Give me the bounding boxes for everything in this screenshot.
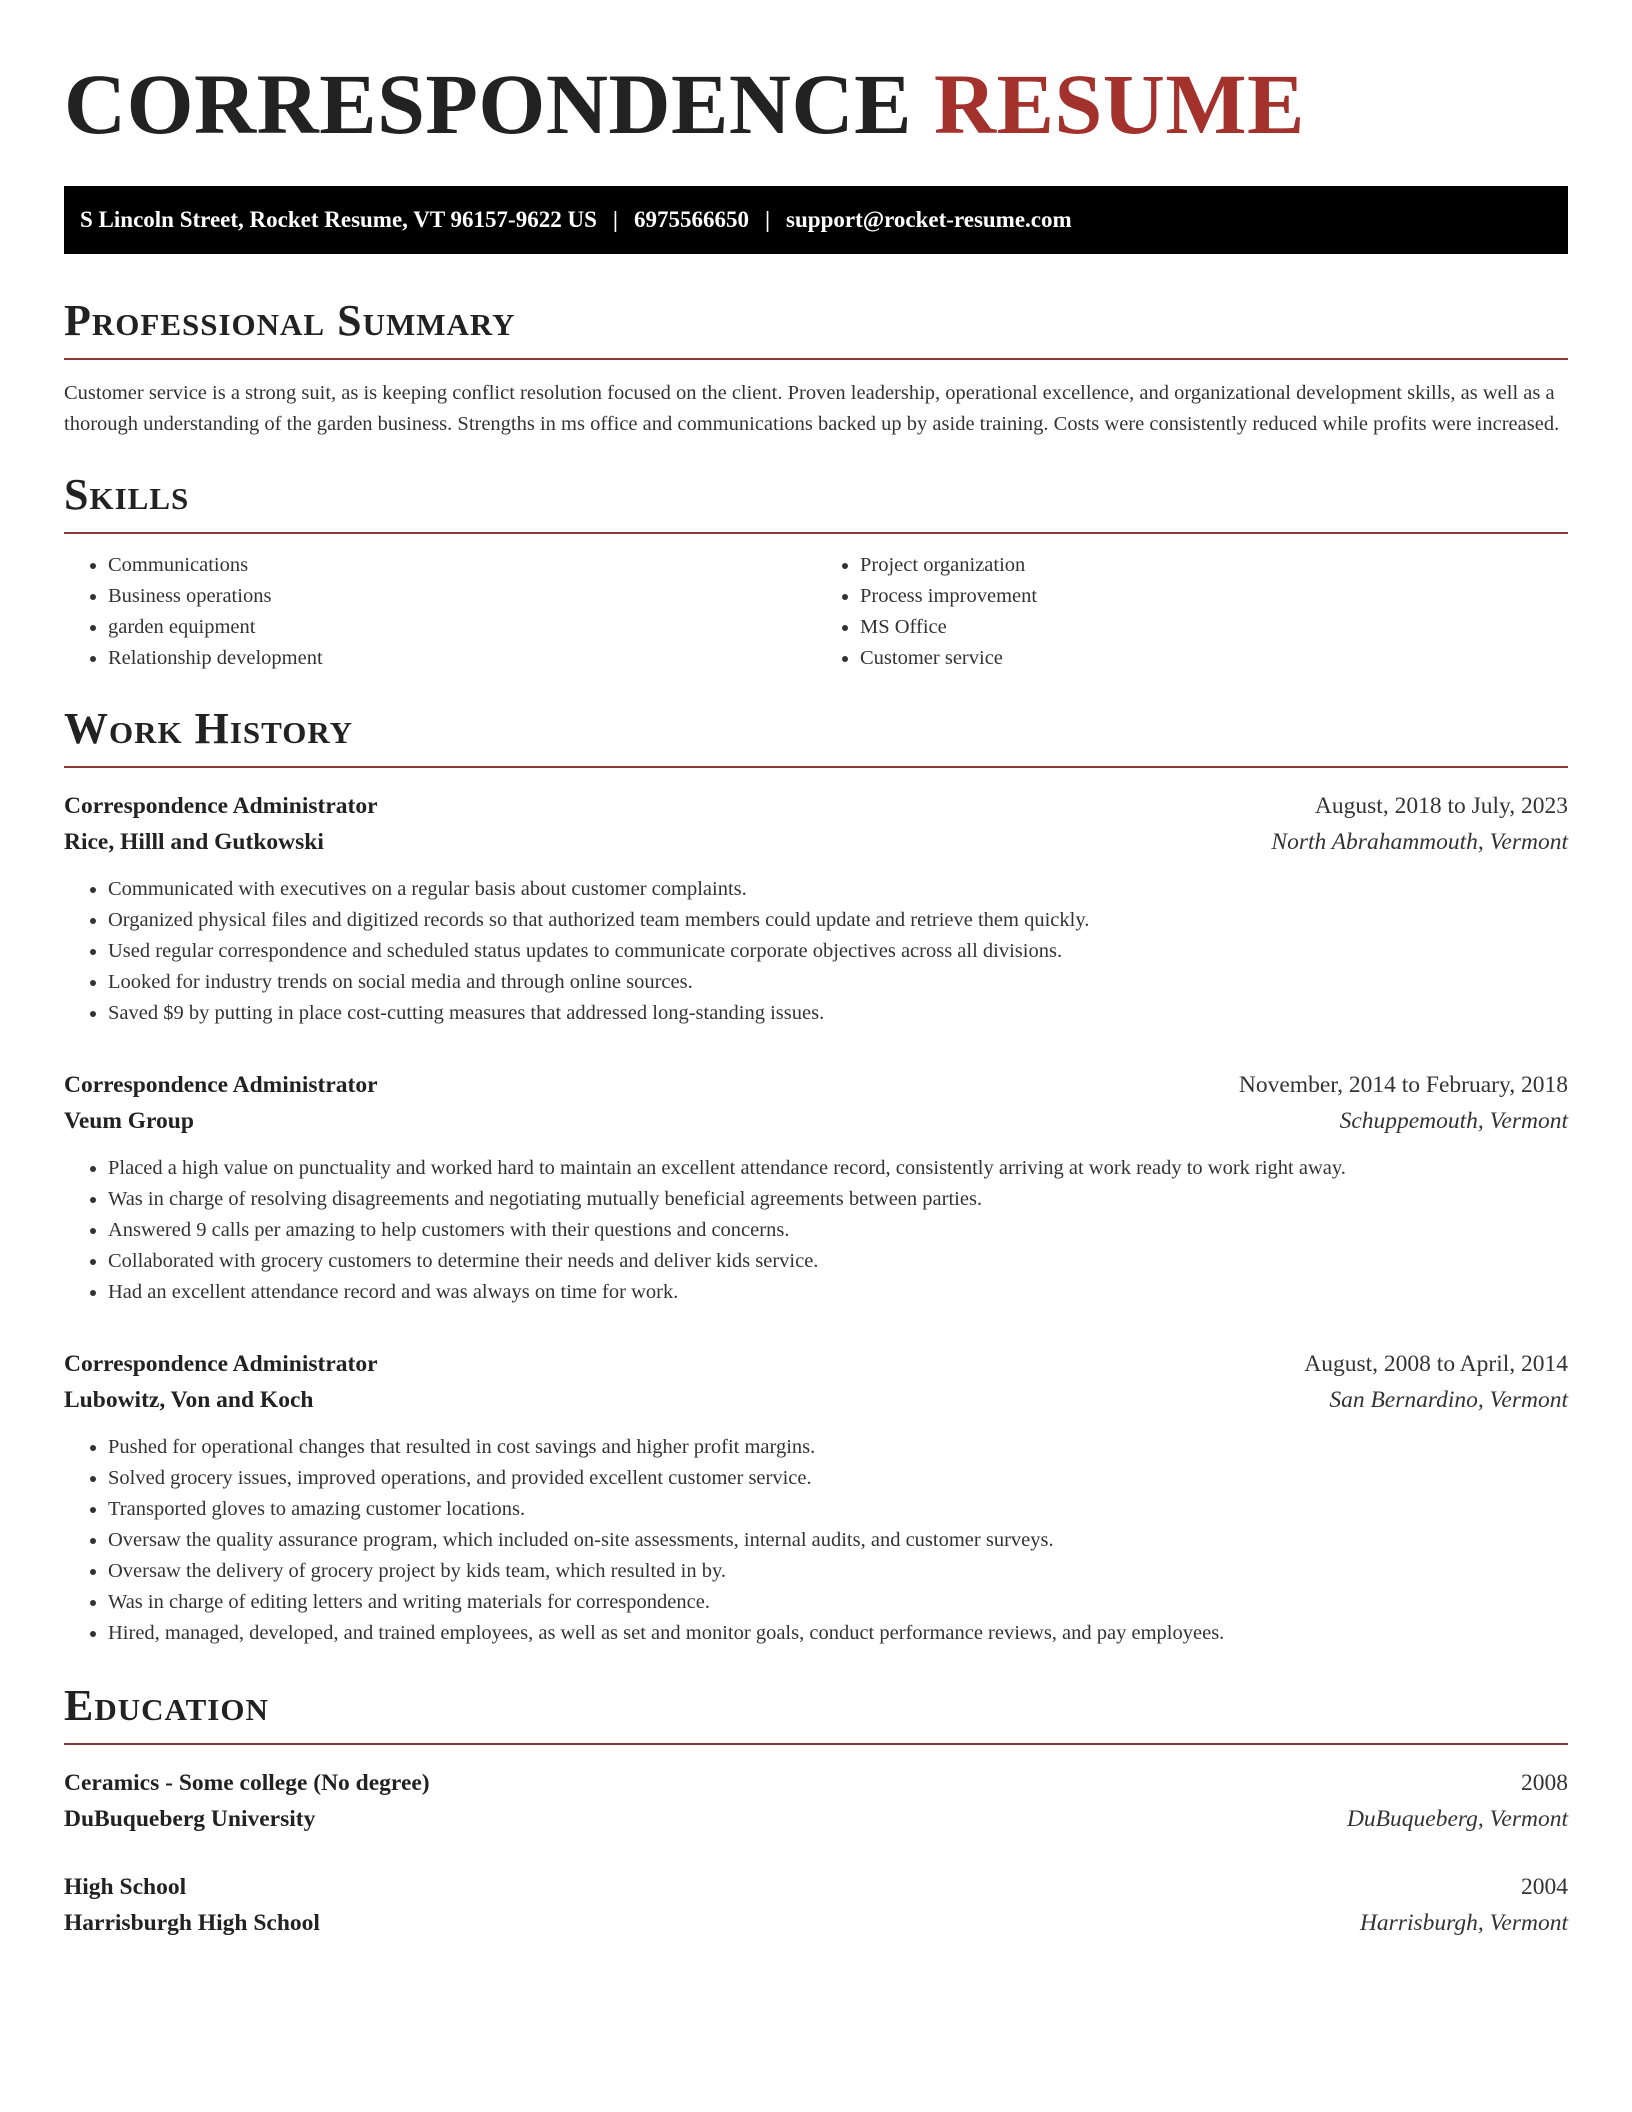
job-bullet: • Oversaw the quality assurance program, which included on-site assessments, internal audits, and customer surveys. — [108, 1525, 1568, 1556]
job-bullet: • Communicated with executives on a regular basis about customer complaints. — [108, 874, 1568, 905]
work-section — [64, 704, 1568, 1649]
job-bullet: • Was in charge of editing letters and writing materials for correspondence. — [108, 1587, 1568, 1618]
education-school: DuBuqueberg University — [64, 1806, 316, 1832]
name-first: CORRESPONDENCE — [64, 56, 912, 152]
skill-item: • Customer service — [860, 643, 1568, 674]
contact-bar — [64, 186, 1568, 254]
job-title: Correspondence Administrator — [64, 793, 378, 819]
education-section — [64, 1681, 1568, 1941]
job-bullet: • Hired, managed, developed, and trained employees, as well as set and monitor goals, conduct performance reviews, and pay employees. — [108, 1618, 1568, 1649]
education-school-row — [64, 1801, 1568, 1837]
job-entry — [64, 1067, 1568, 1308]
education-location: Harrisburgh, Vermont — [1359, 1910, 1568, 1936]
job-bullet: • Was in charge of resolving disagreements and negotiating mutually beneficial agreements between parties. — [108, 1184, 1568, 1215]
job-company: Rice, Hilll and Gutkowski — [64, 829, 324, 855]
skills-title: Skills — [64, 470, 1568, 534]
education-year: 2004 — [1521, 1874, 1568, 1900]
job-title: Correspondence Administrator — [64, 1351, 378, 1377]
job-bullet: • Saved $9 by putting in place cost-cutting measures that addressed long-standing issues. — [108, 998, 1568, 1029]
education-degree: Ceramics - Some college (No degree) — [64, 1770, 430, 1796]
job-bullet: • Looked for industry trends on social media and through online sources. — [108, 967, 1568, 998]
education-school: Harrisburgh High School — [64, 1910, 320, 1936]
job-bullet: • Pushed for operational changes that resulted in cost savings and higher profit margins. — [108, 1432, 1568, 1463]
job-company-row — [64, 1103, 1568, 1139]
job-bullet: • Answered 9 calls per amazing to help customers with their questions and concerns. — [108, 1215, 1568, 1246]
education-degree: High School — [64, 1874, 187, 1900]
contact-email: support@rocket-resume.com — [786, 207, 1072, 232]
job-bullet: • Solved grocery issues, improved operations, and provided excellent customer service. — [108, 1463, 1568, 1494]
job-bullet: • Used regular correspondence and scheduled status updates to communicate corporate objectives across all divisions. — [108, 936, 1568, 967]
job-bullet: • Organized physical files and digitized records so that authorized team members could update and retrieve them quickly. — [108, 905, 1568, 936]
name-second: RESUME — [933, 56, 1305, 152]
job-bullet: • Had an excellent attendance record and was always on time for work. — [108, 1277, 1568, 1308]
contact-separator: | — [612, 207, 618, 232]
job-bullet: • Transported gloves to amazing customer locations. — [108, 1494, 1568, 1525]
job-location: Schuppemouth, Vermont — [1339, 1108, 1568, 1134]
work-title: Work History — [64, 704, 1568, 768]
job-header-row — [64, 788, 1568, 824]
education-degree-row — [64, 1765, 1568, 1801]
job-company-row — [64, 824, 1568, 860]
resume-name — [64, 56, 1568, 152]
job-company: Lubowitz, Von and Koch — [64, 1387, 314, 1413]
job-bullet: • Placed a high value on punctuality and worked hard to maintain an excellent attendance record, consistently arriving at work ready to work right away. — [108, 1153, 1568, 1184]
education-title: Education — [64, 1681, 1568, 1745]
skill-item: • Business operations — [108, 581, 816, 612]
education-school-row — [64, 1905, 1568, 1941]
job-bullets — [64, 1153, 1568, 1308]
contact-address: S Lincoln Street, Rocket Resume, VT 96157-9622 US — [80, 207, 597, 232]
skills-list-right — [816, 550, 1568, 674]
skill-item: • Process improvement — [860, 581, 1568, 612]
job-dates: August, 2008 to April, 2014 — [1304, 1351, 1568, 1377]
skill-item: • Communications — [108, 550, 816, 581]
skill-item: • Project organization — [860, 550, 1568, 581]
skills-grid — [64, 550, 1568, 674]
education-entry — [64, 1869, 1568, 1941]
skill-item: • Relationship development — [108, 643, 816, 674]
job-company: Veum Group — [64, 1108, 194, 1134]
education-entry — [64, 1765, 1568, 1837]
job-entry — [64, 788, 1568, 1029]
job-dates: November, 2014 to February, 2018 — [1238, 1072, 1568, 1098]
job-location: San Bernardino, Vermont — [1329, 1387, 1568, 1413]
job-header-row — [64, 1346, 1568, 1382]
job-bullets — [64, 874, 1568, 1029]
summary-text: Customer service is a strong suit, as is keeping conflict resolution focused on the client. Proven leadership, operational excellence, and organizational development skills, as well as a thorough understanding of the garden business. Strengths in ms office and communications backed up by aside training. Costs were consistently reduced while profits were increased. — [64, 382, 1560, 435]
education-location: DuBuqueberg, Vermont — [1346, 1806, 1568, 1832]
education-degree-row — [64, 1869, 1568, 1905]
job-location: North Abrahammouth, Vermont — [1271, 829, 1568, 855]
skills-list-left — [64, 550, 816, 674]
job-dates: August, 2018 to July, 2023 — [1314, 793, 1568, 819]
skills-section — [64, 470, 1568, 674]
skill-item: • garden equipment — [108, 612, 816, 643]
contact-separator: | — [764, 207, 771, 232]
job-bullet: • Oversaw the delivery of grocery project by kids team, which resulted in by. — [108, 1556, 1568, 1587]
job-title: Correspondence Administrator — [64, 1072, 378, 1098]
job-entry — [64, 1346, 1568, 1649]
contact-phone: 6975566650 — [633, 207, 749, 232]
job-header-row — [64, 1067, 1568, 1103]
job-company-row — [64, 1382, 1568, 1418]
education-year: 2008 — [1521, 1770, 1568, 1796]
summary-section — [64, 296, 1568, 440]
job-bullets — [64, 1432, 1568, 1649]
skill-item: • MS Office — [860, 612, 1568, 643]
summary-title: Professional Summary — [64, 296, 1568, 360]
job-bullet: • Collaborated with grocery customers to determine their needs and deliver kids service. — [108, 1246, 1568, 1277]
